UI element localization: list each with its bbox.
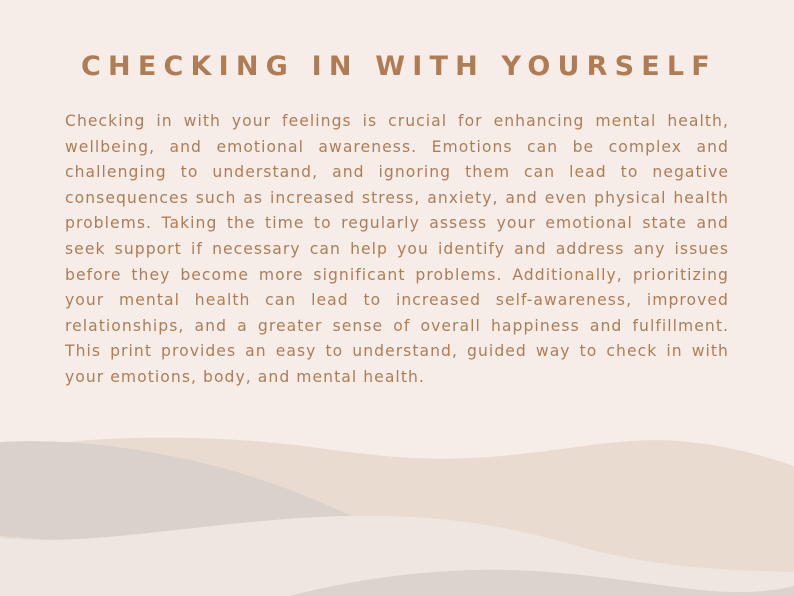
page-title: CHECKING IN WITH YOURSELF bbox=[81, 51, 717, 82]
body-paragraph: Checking in with your feelings is crucial for enhancing mental health, wellbeing, and emotional awareness. Emotions can be complex and challenging to understand, and ignoring them can lead to negative consequences such as increased stress, anxiety, and even physical health problems. Taking the time to regularly assess your emotional state and seek support if necessary can help you identify and address any issues before they become more significant problems. Additionally, prioritizing your mental health can lead to increased self-awareness, improved relationships, and a greater sense of overall happiness and fulfillment. This print provides an easy to understand, guided way to check in with your emotions, body, and mental health. bbox=[65, 112, 729, 386]
decorative-waves bbox=[0, 420, 794, 596]
